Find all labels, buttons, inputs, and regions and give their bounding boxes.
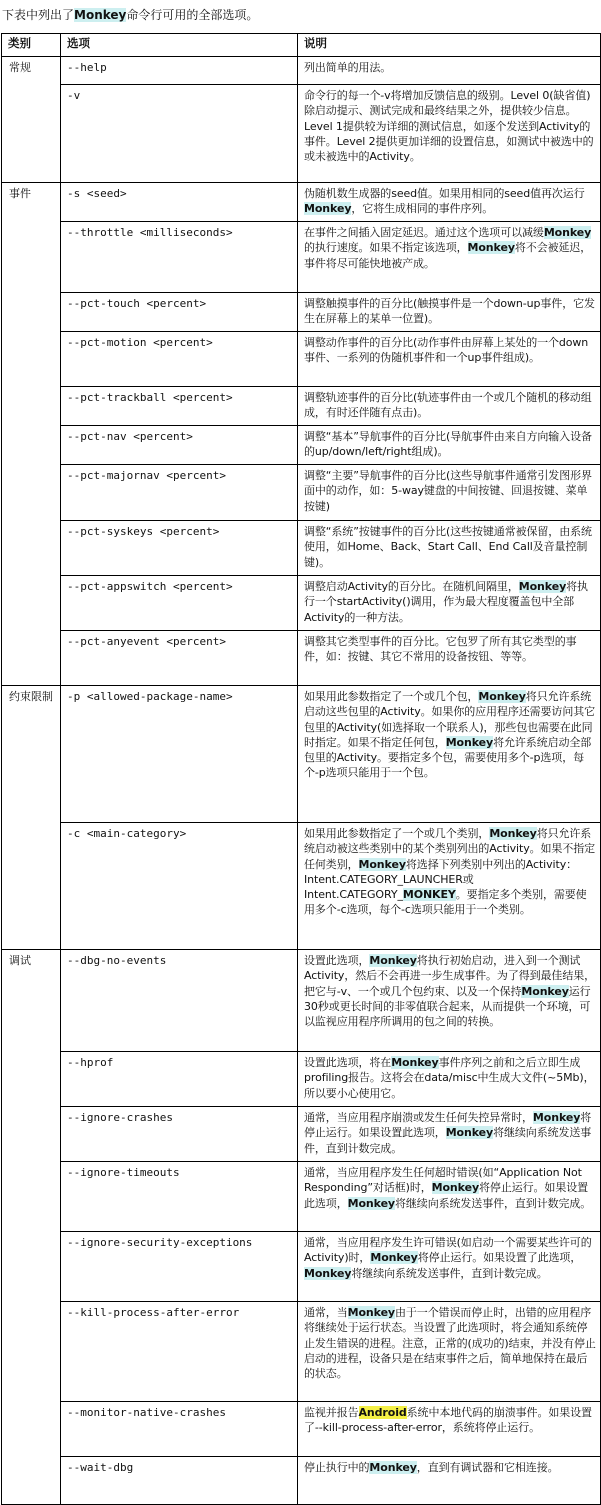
description-cell: 通常，当应用程序发生任何超时错误(如“Application Not Responding”对话框)时，Monkey将停止运行。如果设置此选项，Monkey将继续向系统发送事件，直到计数完成。 [298,1162,601,1232]
option-cell: --ignore-crashes [61,1107,298,1162]
option-cell: --dbg-no-events [61,950,298,1052]
option-cell: --hprof [61,1052,298,1107]
table-row [2,1107,601,1162]
option-cell: --help [61,57,298,85]
options-table [1,33,601,1505]
table-row [2,631,601,686]
highlight-term: Monkey [391,1056,439,1069]
highlight-term: Monkey [347,1306,395,1319]
description-cell: 调整轨迹事件的百分比(轨迹事件由一个或几个随机的移动组成，有时还伴随有点击)。 [298,387,601,426]
highlight-term: Monkey [369,1461,417,1474]
description-cell: 在事件之间插入固定延迟。通过这个选项可以减缓Monkey的执行速度。如果不指定该选项，Monkey将不会被延迟，事件将尽可能快地被产成。 [298,222,601,293]
table-row [2,686,601,823]
description-cell: 列出简单的用法。 [298,57,601,85]
category-cell: 事件 [2,183,61,686]
option-cell: --pct-majornav <percent> [61,465,298,521]
table-row [2,1162,601,1232]
highlight-term: Monkey [445,1126,494,1140]
option-cell: --ignore-timeouts [61,1162,298,1232]
table-row [2,1457,601,1505]
header-option: 选项 [61,34,298,57]
option-cell: --throttle <milliseconds> [61,222,298,293]
highlight-term: Monkey [478,690,526,703]
description-cell: 调整启动Activity的百分比。在随机间隔里，Monkey将执行一个startActivity()调用，作为最大程度覆盖包中全部Activity的一种方法。 [298,576,601,631]
highlight-term: Monkey [370,1251,418,1265]
description-cell: 设置此选项，Monkey将执行初始启动，进入到一个测试Activity，然后不会再进一步生成事件。为了得到最佳结果，把它与-v、一个或几个包约束、以及一个保持Monkey运行30秒或更长时间的非零值联合起来，从而提供一个环境，可以监视应用程序所调用的包之间的转换。 [298,950,601,1052]
table-row [2,1052,601,1107]
category-cell: 调试 [2,950,61,1505]
header-category: 类别 [2,34,61,57]
intro-text [2,6,258,23]
table-row [2,293,601,332]
highlight-term: Monkey [347,1196,395,1210]
intro-after: 命令行可用的全部选项。 [126,8,259,22]
option-cell: -c <main-category> [61,823,298,950]
table-row [2,576,601,631]
table-row [2,332,601,387]
option-cell: --wait-dbg [61,1457,298,1505]
table-row [2,1402,601,1457]
table-body [2,57,601,1505]
description-cell: 停止执行中的Monkey，直到有调试器和它相连接。 [298,1457,601,1505]
highlight-term: Monkey [358,857,406,871]
table-row [2,465,601,521]
option-cell: --pct-anyevent <percent> [61,631,298,686]
intro-before: 下表中列出了 [2,8,75,22]
option-cell: --pct-motion <percent> [61,332,298,387]
description-cell: 通常，当应用程序发生许可错误(如启动一个需要某些许可的Activity)时，Monkey将停止运行。如果设置了此选项，Monkey将继续向系统发送事件，直到计数完成。 [298,1232,601,1302]
description-cell: 如果用此参数指定了一个或几个包，Monkey将只允许系统启动这些包里的Activity。如果你的应用程序还需要访问其它包里的Activity(如选择取一个联系人)，那些包也需要在此同时指定。如果不指定任何包，Monkey将允许系统启动全部包里的Activity。要指定多个包，需要使用多个-p选项，每个-p选项只能用于一个包。 [298,686,601,823]
option-cell: --kill-process-after-error [61,1302,298,1402]
description-cell: 调整“系统”按键事件的百分比(这些按键通常被保留，由系统使用，如Home、Back、Start Call、End Call及音量控制键)。 [298,521,601,576]
table-row [2,950,601,1052]
option-cell: -v [61,85,298,183]
highlight-term: Monkey [518,580,567,593]
category-cell: 约束限制 [2,686,61,950]
table-row [2,521,601,576]
table-row [2,1232,601,1302]
option-cell: --pct-syskeys <percent> [61,521,298,576]
description-cell: 设置此选项，将在Monkey事件序列之前和之后立即生成profiling报告。这将会在data/misc中生成大文件(~5Mb)，所以要小心使用它。 [298,1052,601,1107]
highlight-term: Monkey [532,1111,581,1124]
description-cell: 命令行的每一个-v将增加反馈信息的级别。Level 0(缺省值)除启动提示、测试完成和最终结果之外，提供较少信息。Level 1提供较为详细的测试信息，如逐个发送到Activity的事件。Level 2提供更加详细的设置信息，如测试中被选中的或未被选中的Activity。 [298,85,601,183]
description-cell: 调整动作事件的百分比(动作事件由屏幕上某处的一个down事件、一系列的伪随机事件和一个up事件组成)。 [298,332,601,387]
category-cell: 常规 [2,57,61,183]
table-row [2,426,601,465]
option-cell: --pct-touch <percent> [61,293,298,332]
highlight-term: Monkey [521,984,569,998]
option-cell: --pct-trackball <percent> [61,387,298,426]
highlight-term: Monkey [489,827,537,840]
highlight-term: Monkey [445,735,494,749]
highlight-term: Android [358,1406,407,1419]
description-cell: 如果用此参数指定了一个或几个类别，Monkey将只允许系统启动被这些类别中的某个类别列出的Activity。如果不指定任何类别，Monkey将选择下列类别中列出的Activity：Intent.CATEGORY_LAUNCHER或Intent.CATEGORY_MONKEY。要指定多个类别，需要使用多个-c选项，每个-c选项只能用于一个类别。 [298,823,601,950]
table-row [2,222,601,293]
option-cell: --pct-nav <percent> [61,426,298,465]
option-cell: -p <allowed-package-name> [61,686,298,823]
highlight-term: Monkey [369,954,417,967]
intro-highlight: Monkey [74,8,127,22]
description-cell: 调整其它类型事件的百分比。它包罗了所有其它类型的事件，如：按键、其它不常用的设备按钮、等等。 [298,631,601,686]
table-row [2,57,601,85]
description-cell: 调整触摸事件的百分比(触摸事件是一个down-up事件，它发生在屏幕上的某单一位置)。 [298,293,601,332]
description-cell: 监视并报告Android系统中本地代码的崩溃事件。如果设置了--kill-process-after-error，系统将停止运行。 [298,1402,601,1457]
highlight-term: Monkey [431,1181,480,1195]
table-row [2,183,601,222]
table-header [2,34,601,57]
option-cell: -s <seed> [61,183,298,222]
table-row [2,1302,601,1402]
option-cell: --pct-appswitch <percent> [61,576,298,631]
highlight-term: MONKEY [402,888,456,902]
description-cell: 通常，当应用程序崩溃或发生任何失控异常时，Monkey将停止运行。如果设置此选项，Monkey将继续向系统发送事件，直到计数完成。 [298,1107,601,1162]
description-cell: 调整“主要”导航事件的百分比(这些导航事件通常引发图形界面中的动作，如：5-way键盘的中间按键、回退按键、菜单按键) [298,465,601,521]
table-row [2,85,601,183]
description-cell: 伪随机数生成器的seed值。如果用相同的seed值再次运行Monkey，它将生成相同的事件序列。 [298,183,601,222]
option-cell: --monitor-native-crashes [61,1402,298,1457]
option-cell: --ignore-security-exceptions [61,1232,298,1302]
description-cell: 通常，当Monkey由于一个错误而停止时，出错的应用程序将继续处于运行状态。当设置了此选项时，将会通知系统停止发生错误的进程。注意，正常的(成功的)结束，并没有停止启动的进程，设备只是在结束事件之后，简单地保持在最后的状态。 [298,1302,601,1402]
table-row [2,823,601,950]
highlight-term: Monkey [304,1266,352,1280]
highlight-term: Monkey [543,226,592,239]
highlight-term: Monkey [304,202,352,216]
header-description: 说明 [298,34,601,57]
description-cell: 调整“基本”导航事件的百分比(导航事件由来自方向输入设备的up/down/left/right组成)。 [298,426,601,465]
highlight-term: Monkey [467,241,515,255]
table-row [2,387,601,426]
